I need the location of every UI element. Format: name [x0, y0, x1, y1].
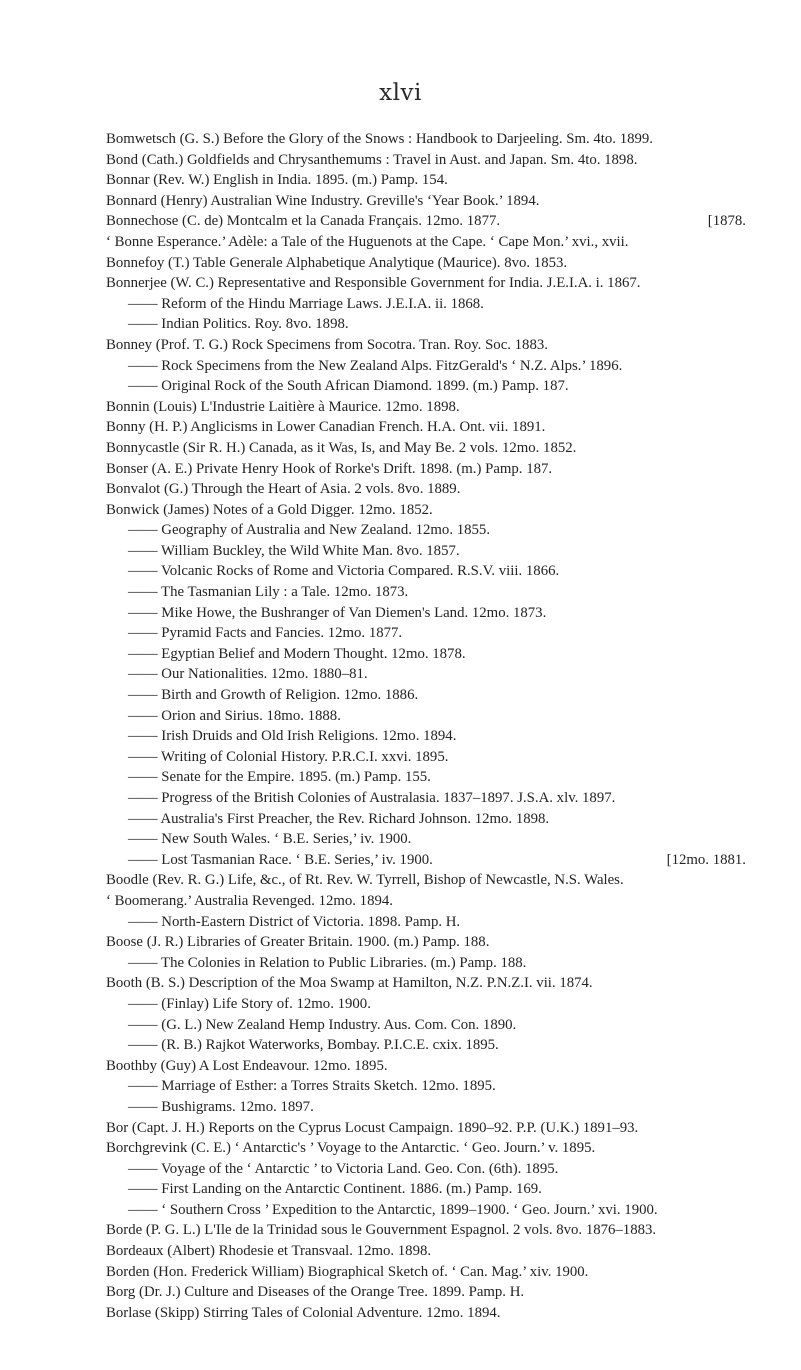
- entry-text: Bonnechose (C. de) Montcalm et la Canada Français. 12mo. 1877.: [106, 213, 501, 230]
- entry-text: —— Voyage of the ‘ Antarctic ’ to Victoria Land. Geo. Con. (6th). 1895.: [128, 1160, 559, 1177]
- entry-text: —— Orion and Sirius. 18mo. 1888.: [128, 707, 341, 724]
- entry-text: —— Reform of the Hindu Marriage Laws. J.E.I.A. ii. 1868.: [128, 295, 484, 312]
- bibliography-continuation-line: [106, 1076, 746, 1097]
- bibliography-entry: [106, 1138, 746, 1159]
- bibliography-entry: [106, 191, 746, 212]
- entry-text: —— Mike Howe, the Bushranger of Van Diemen's Land. 12mo. 1873.: [128, 604, 547, 621]
- entry-text: Booth (B. S.) Description of the Moa Swamp at Hamilton, N.Z. P.N.Z.I. vii. 1874.: [106, 975, 593, 992]
- entry-text: —— William Buckley, the Wild White Man. 8vo. 1857.: [128, 542, 460, 559]
- bibliography-entry: [106, 129, 746, 150]
- bibliography-continuation-line: [106, 376, 746, 397]
- bibliography-continuation-line: [106, 356, 746, 377]
- bibliography-entry: [106, 150, 746, 171]
- bibliography-continuation-line: [106, 664, 746, 685]
- bibliography-continuation-line: [106, 623, 746, 644]
- entry-text: —— (G. L.) New Zealand Hemp Industry. Aus. Com. Con. 1890.: [128, 1016, 517, 1033]
- entry-text: Bonny (H. P.) Anglicisms in Lower Canadian French. H.A. Ont. vii. 1891.: [106, 419, 546, 436]
- bibliography-continuation-line: [106, 1035, 746, 1056]
- entry-text: —— Our Nationalities. 12mo. 1880–81.: [128, 666, 368, 683]
- bibliography-entry: [106, 1262, 746, 1283]
- bibliography-entry: [106, 417, 746, 438]
- entry-text: —— Senate for the Empire. 1895. (m.) Pamp. 155.: [128, 769, 431, 786]
- bibliography-continuation-line: [106, 541, 746, 562]
- bibliography-continuation-line: [106, 561, 746, 582]
- entry-text: ‘ Boomerang.’ Australia Revenged. 12mo. 1894.: [106, 892, 393, 909]
- entry-text: Borden (Hon. Frederick William) Biographical Sketch of. ‘ Can. Mag.’ xiv. 1900.: [106, 1263, 589, 1280]
- bibliography-entry: [106, 891, 746, 912]
- entry-text: —— First Landing on the Antarctic Continent. 1886. (m.) Pamp. 169.: [128, 1181, 542, 1198]
- entry-text: Bonnefoy (T.) Table Generale Alphabetique Analytique (Maurice). 8vo. 1853.: [106, 254, 568, 271]
- bibliography-entry: [106, 459, 746, 480]
- bibliography-entry: [106, 1282, 746, 1303]
- bibliography-continuation-line: [106, 1097, 746, 1118]
- bibliography-entry: [106, 500, 746, 521]
- bibliography-continuation-line: [106, 850, 746, 871]
- entry-text: —— Rock Specimens from the New Zealand Alps. FitzGerald's ‘ N.Z. Alps.’ 1896.: [128, 357, 623, 374]
- entry-text: Boothby (Guy) A Lost Endeavour. 12mo. 1895.: [106, 1057, 388, 1074]
- bibliography-entry: [106, 1056, 746, 1077]
- bibliography-continuation-line: [106, 994, 746, 1015]
- bibliography-continuation-line: [106, 706, 746, 727]
- bibliography-entry: [106, 211, 746, 232]
- entry-text: Bonnin (Louis) L'Industrie Laitière à Maurice. 12mo. 1898.: [106, 398, 460, 415]
- bibliography-entry: [106, 1241, 746, 1262]
- entry-text: Bonnerjee (W. C.) Representative and Responsible Government for India. J.E.I.A. i. 1867.: [106, 275, 641, 292]
- entry-text: —— Volcanic Rocks of Rome and Victoria Compared. R.S.V. viii. 1866.: [128, 563, 560, 580]
- entry-overflow-text: [12mo. 1881.: [666, 851, 746, 868]
- bibliography-entry: [106, 479, 746, 500]
- entry-text: —— Pyramid Facts and Fancies. 12mo. 1877.: [128, 625, 403, 642]
- bibliography-continuation-line: [106, 1200, 746, 1221]
- bibliography-continuation-line: [106, 1159, 746, 1180]
- entry-text: Borg (Dr. J.) Culture and Diseases of the Orange Tree. 1899. Pamp. H.: [106, 1284, 525, 1301]
- entry-text: —— Lost Tasmanian Race. ‘ B.E. Series,’ iv. 1900.: [128, 851, 433, 868]
- entry-text: Bor (Capt. J. H.) Reports on the Cyprus Locust Campaign. 1890–92. P.P. (U.K.) 1891–93.: [106, 1119, 639, 1136]
- entry-overflow-text: [1878.: [707, 213, 746, 230]
- bibliography-entry: [106, 232, 746, 253]
- bibliography-entry: [106, 438, 746, 459]
- entry-text: —— Indian Politics. Roy. 8vo. 1898.: [128, 316, 349, 333]
- entry-text: Bonwick (James) Notes of a Gold Digger. 12mo. 1852.: [106, 501, 433, 518]
- entry-text: Borchgrevink (C. E.) ‘ Antarctic's ’ Voyage to the Antarctic. ‘ Geo. Journ.’ v. 1895.: [106, 1140, 596, 1157]
- entry-text: —— Writing of Colonial History. P.R.C.I. xxvi. 1895.: [128, 748, 449, 765]
- entry-text: Bond (Cath.) Goldfields and Chrysanthemums : Travel in Aust. and Japan. Sm. 4to. 1898.: [106, 151, 638, 168]
- bibliography-continuation-line: [106, 685, 746, 706]
- entry-text: —— Geography of Australia and New Zealand. 12mo. 1855.: [128, 522, 491, 539]
- bibliography-continuation-line: [106, 644, 746, 665]
- entry-text: —— Progress of the British Colonies of Australasia. 1837–1897. J.S.A. xlv. 1897.: [128, 790, 616, 806]
- entry-text: Borde (P. G. L.) L'Ile de la Trinidad sous le Gouvernment Espagnol. 2 vols. 8vo. 1876–1883.: [106, 1222, 657, 1239]
- entry-text: —— ‘ Southern Cross ’ Expedition to the Antarctic, 1899–1900. ‘ Geo. Journ.’ xvi. 1900.: [128, 1201, 658, 1218]
- entry-text: Bonney (Prof. T. G.) Rock Specimens from Socotra. Tran. Roy. Soc. 1883.: [106, 336, 548, 353]
- entry-text: Bonnycastle (Sir R. H.) Canada, as it Was, Is, and May Be. 2 vols. 12mo. 1852.: [106, 439, 577, 456]
- bibliography-entry: [106, 1118, 746, 1139]
- entry-text: —— Original Rock of the South African Diamond. 1899. (m.) Pamp. 187.: [128, 378, 569, 395]
- bibliography-continuation-line: [106, 829, 746, 850]
- entry-text: —— (R. B.) Rajkot Waterworks, Bombay. P.I.C.E. cxix. 1895.: [128, 1037, 499, 1054]
- entry-text: Boodle (Rev. R. G.) Life, &c., of Rt. Rev. W. Tyrrell, Bishop of Newcastle, N.S. Wales.: [106, 872, 624, 889]
- bibliography-continuation-line: [106, 767, 746, 788]
- entry-text: Bordeaux (Albert) Rhodesie et Transvaal. 12mo. 1898.: [106, 1243, 432, 1260]
- entry-text: Bonnard (Henry) Australian Wine Industry. Greville's ‘Year Book.’ 1894.: [106, 192, 540, 209]
- entry-text: —— The Colonies in Relation to Public Libraries. (m.) Pamp. 188.: [128, 954, 527, 971]
- bibliography-continuation-line: [106, 809, 746, 830]
- bibliography-continuation-line: [106, 726, 746, 747]
- entry-text: —— Bushigrams. 12mo. 1897.: [128, 1098, 314, 1115]
- bibliography-entry: [106, 397, 746, 418]
- entry-text: —— Marriage of Esther: a Torres Straits Sketch. 12mo. 1895.: [128, 1078, 496, 1095]
- entry-text: ‘ Bonne Esperance.’ Adèle: a Tale of the Huguenots at the Cape. ‘ Cape Mon.’ xvi., xvii.: [106, 233, 629, 250]
- bibliography-continuation-line: [106, 788, 746, 809]
- bibliography-entry: [106, 932, 746, 953]
- bibliography-continuation-line: [106, 1015, 746, 1036]
- entry-text: —— Birth and Growth of Religion. 12mo. 1886.: [128, 687, 419, 704]
- entry-text: —— Irish Druids and Old Irish Religions. 12mo. 1894.: [128, 728, 457, 745]
- entry-text: Bonnar (Rev. W.) English in India. 1895. (m.) Pamp. 154.: [106, 172, 448, 189]
- bibliography-entry: [106, 1303, 746, 1324]
- entry-text: —— New South Wales. ‘ B.E. Series,’ iv. 1900.: [128, 831, 412, 848]
- bibliography-entry: [106, 870, 746, 891]
- page-number: xlvi: [379, 80, 422, 106]
- bibliography-continuation-line: [106, 953, 746, 974]
- entry-text: Borlase (Skipp) Stirring Tales of Colonial Adventure. 12mo. 1894.: [106, 1304, 501, 1321]
- bibliography-continuation-line: [106, 747, 746, 768]
- entry-text: —— North-Eastern District of Victoria. 1898. Pamp. H.: [128, 913, 461, 930]
- entry-text: —— The Tasmanian Lily : a Tale. 12mo. 1873.: [128, 584, 409, 601]
- bibliography-entry: [106, 273, 746, 294]
- entry-text: Bonvalot (G.) Through the Heart of Asia. 2 vols. 8vo. 1889.: [106, 481, 461, 498]
- entry-text: Bomwetsch (G. S.) Before the Glory of the Snows : Handbook to Darjeeling. Sm. 4to. 1899.: [106, 131, 654, 147]
- entry-text: —— Australia's First Preacher, the Rev. Richard Johnson. 12mo. 1898.: [128, 810, 550, 827]
- bibliography-list: [106, 129, 746, 1323]
- bibliography-continuation-line: [106, 582, 746, 603]
- bibliography-continuation-line: [106, 603, 746, 624]
- bibliography-continuation-line: [106, 912, 746, 933]
- bibliography-entry: [106, 253, 746, 274]
- entry-text: —— (Finlay) Life Story of. 12mo. 1900.: [128, 995, 371, 1012]
- bibliography-entry: [106, 335, 746, 356]
- entry-text: Bonser (A. E.) Private Henry Hook of Rorke's Drift. 1898. (m.) Pamp. 187.: [106, 460, 553, 477]
- bibliography-continuation-line: [106, 294, 746, 315]
- bibliography-entry: [106, 170, 746, 191]
- bibliography-entry: [106, 973, 746, 994]
- bibliography-continuation-line: [106, 1179, 746, 1200]
- entry-text: Boose (J. R.) Libraries of Greater Britain. 1900. (m.) Pamp. 188.: [106, 934, 490, 951]
- bibliography-continuation-line: [106, 520, 746, 541]
- entry-text: —— Egyptian Belief and Modern Thought. 12mo. 1878.: [128, 645, 466, 662]
- bibliography-entry: [106, 1220, 746, 1241]
- bibliography-continuation-line: [106, 314, 746, 335]
